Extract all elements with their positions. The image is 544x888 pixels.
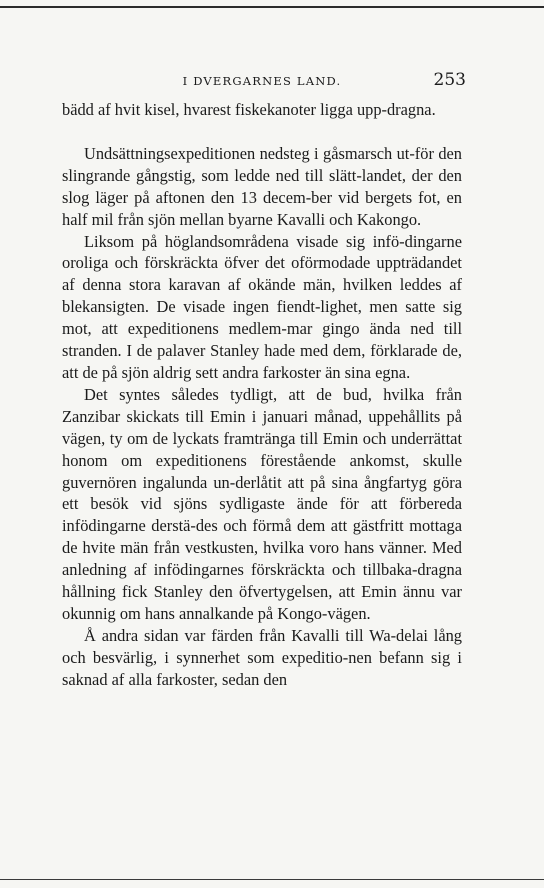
running-head: I DVERGARNES LAND. [182, 74, 342, 88]
top-page-edge-rule [0, 6, 544, 8]
body-text [62, 99, 462, 691]
paragraph: Det syntes således tydligt, att de bud, hvilka från Zanzibar skickats till Emin i januari månad, uppehållits på vägen, ty om de lyckats framtränga till Emin och underrättat honom om expeditionens förestående ankomst, skulle guvernören ingalunda un-derlåtit att på sina ångfartyg göra ett besök vid sjöns sydligaste ände för att förbereda infödingarne derstä-des och förmå dem att gästfritt mottaga de hvite män från vestkusten, hvilka voro hans vänner. Med anledning af infödingarnes förskräckta och tillbaka-dragna hållning fick Stanley den öfvertygelsen, att Emin ännu var okunnig om hans annalkande på Kongo-vägen. [62, 384, 462, 623]
paragraph: Å andra sidan var färden från Kavalli till Wa-delai lång och besvärlig, i synnerhet som expeditio-nen befann sig i saknad af alla farkoster, sedan den [62, 625, 462, 689]
page-number: 253 [433, 70, 466, 90]
paragraph: Liksom på höglandsområdena visade sig infö-dingarne oroliga och förskräckta öfver det oförmodade uppträdandet af denna stora karavan af okände män, hvilken leddes af blekansigten. De visade ingen fiendt-lighet, men satte sig mot, att expeditionens medlem-mar gingo ända ned till stranden. I de palaver Stanley hade med dem, förklarade de, att de på sjön aldrig sett andra farkoster än sina egna. [62, 231, 462, 382]
bottom-page-edge-rule [0, 879, 544, 880]
paragraph: Undsättningsexpeditionen nedsteg i gåsmarsch ut-för den slingrande gångstig, som ledde ned till slätt-landet, der den slog läger på aftonen den 13 decem-ber vid bergets fot, en half mil från sjön mellan byarne Kavalli och Kakongo. [62, 143, 462, 229]
paragraph-continuation: bädd af hvit kisel, hvarest fiskekanoter ligga upp-dragna. [62, 100, 436, 119]
page-header [62, 70, 466, 92]
